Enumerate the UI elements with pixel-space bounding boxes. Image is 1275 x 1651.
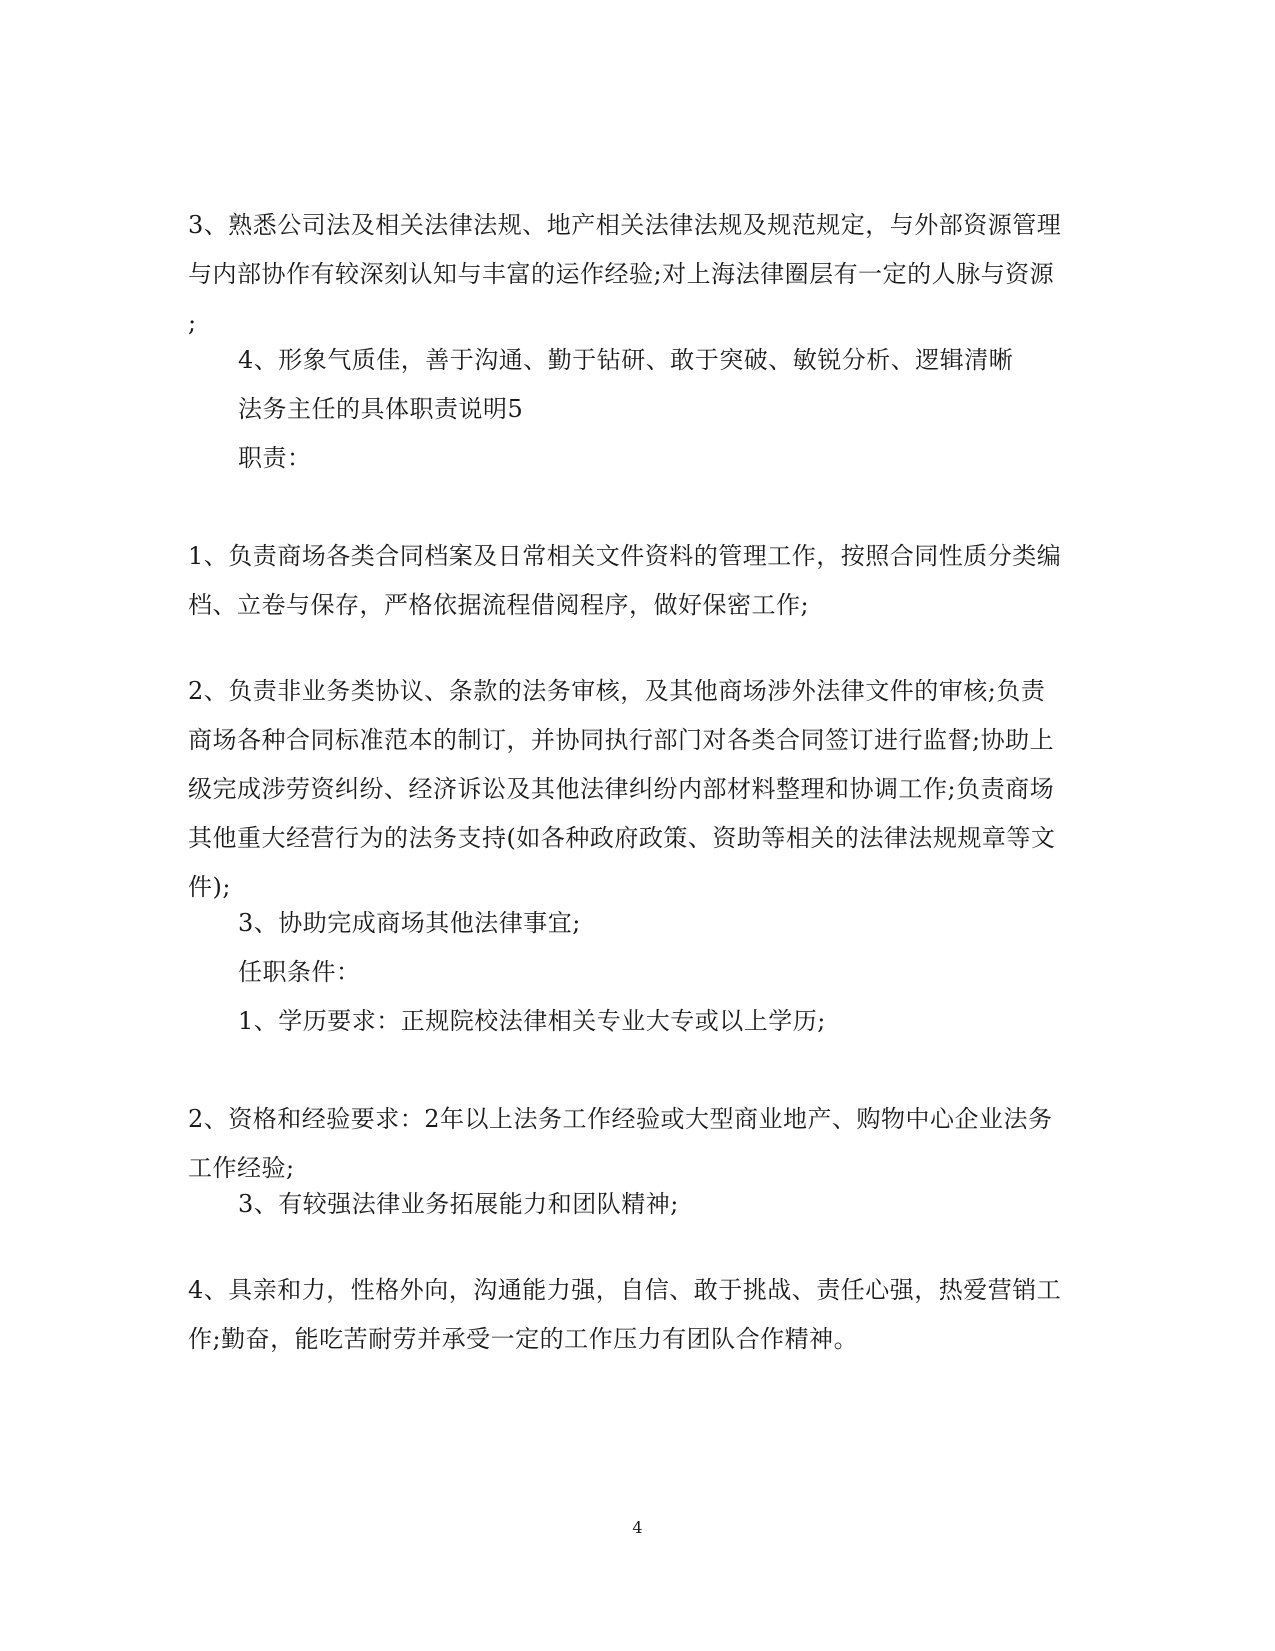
paragraph-requirement-3: 3、有较强法律业务拓展能力和团队精神; [238,1190,679,1218]
text-line: 作;勤奋，能吃苦耐劳并承受一定的工作压力有团队合作精神。 [188,1325,859,1353]
requirements-heading: 任职条件： [238,958,361,986]
paragraph-qualification-3 [188,201,1073,348]
text-line: 与内部协作有较深刻认知与丰富的运作经验;对上海法律圈层有一定的人脉与资源 [188,260,1055,288]
text-line: 其他重大经营行为的法务支持(如各种政府政策、资助等相关的法律法规规章等文 [188,824,1056,852]
paragraph-requirement-1: 1、学历要求：正规院校法律相关专业大专或以上学历; [238,1007,826,1035]
text-line: 级完成涉劳资纠纷、经济诉讼及其他法律纠纷内部材料整理和协调工作;负责商场 [188,775,1055,803]
text-line: 2、负责非业务类协议、条款的法务审核，及其他商场涉外法律文件的审核;负责 [188,677,1046,705]
text-line: 工作经验; [188,1154,295,1182]
text-line: 3、熟悉公司法及相关法律法规、地产相关法律法规及规范规定，与外部资源管理 [188,211,1062,239]
paragraph-duty-3: 3、协助完成商场其他法律事宜; [238,909,581,937]
paragraph-duty-1 [188,532,1073,630]
text-line: 商场各种合同标准范本的制订，并协同执行部门对各类合同签订进行监督;协助上 [188,726,1055,754]
text-line: 4、具亲和力，性格外向，沟通能力强，自信、敢于挑战、责任心强，热爱营销工 [188,1276,1062,1304]
text-line: 1、负责商场各类合同档案及日常相关文件资料的管理工作，按照合同性质分类编 [188,542,1062,570]
text-line: 档、立卷与保存，严格依据流程借阅程序，做好保密工作; [188,591,810,619]
text-line: ; [188,309,197,337]
paragraph-duty-2 [188,667,1073,912]
paragraph-qualification-4: 4、形象气质佳，善于沟通、勤于钻研、敢于突破、敏锐分析、逻辑清晰 [238,346,1014,374]
paragraph-requirement-4 [188,1266,1073,1364]
paragraph-requirement-2 [188,1095,1073,1193]
page-number: 4 [632,1518,643,1537]
section-title: 法务主任的具体职责说明5 [238,395,524,423]
duties-heading: 职责： [238,444,312,472]
text-line: 2、资格和经验要求：2年以上法务工作经验或大型商业地产、购物中心企业法务 [188,1105,1053,1133]
text-line: 件); [188,873,231,901]
